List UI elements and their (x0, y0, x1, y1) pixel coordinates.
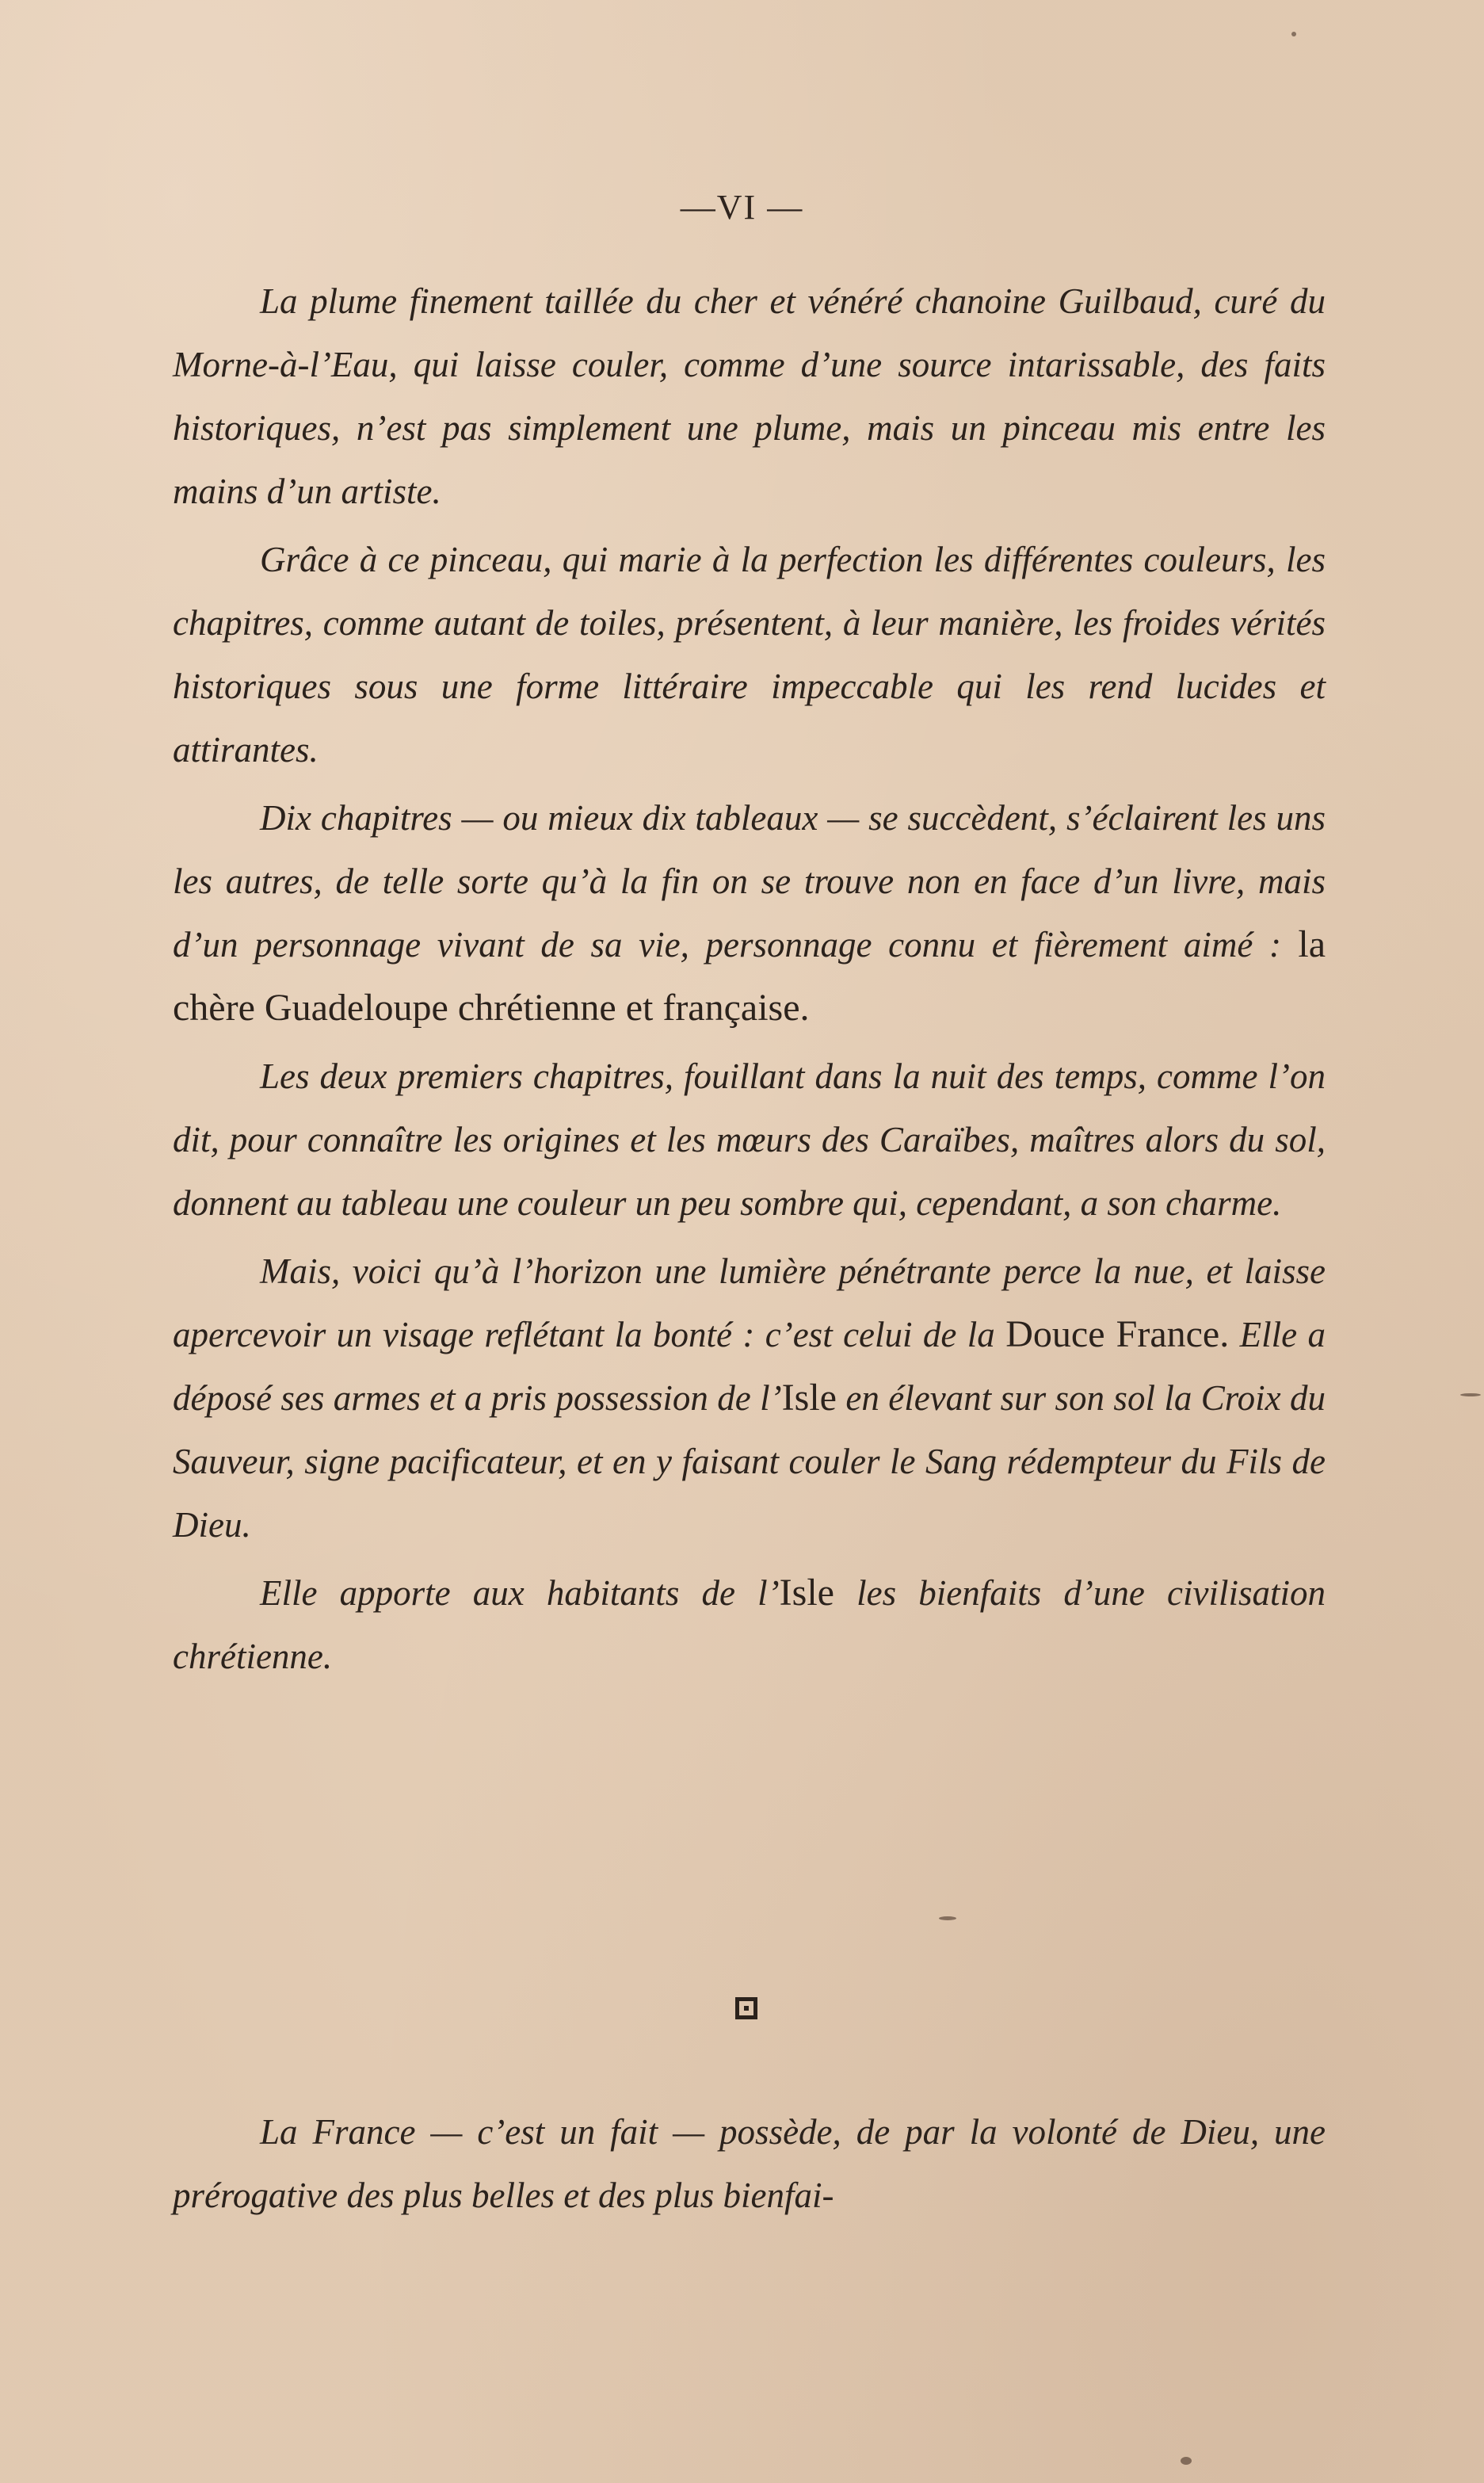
paragraph-5 (173, 1240, 1326, 1557)
paper-speck (1181, 2457, 1192, 2465)
paragraph-2 (173, 528, 1326, 781)
section-ornament-icon (735, 1997, 757, 2019)
paper-speck (939, 1916, 956, 1920)
paragraph-6 (173, 1561, 1326, 1688)
paragraph-3-roman-text: la chère Guadeloupe chrétienne et française. (173, 923, 1326, 1029)
paragraph-5-text-a: Mais, voici qu’à l’horizon une lumière pénétrante perce la nue, et laisse apercevoir un visage reflétant la bonté : c’est celui de la (173, 1251, 1326, 1354)
paragraph-4-text: Les deux premiers chapitres, fouillant dans la nuit des temps, comme l’on dit, pour connaître les origines et les mœurs des Caraïbes, maîtres alors du sol, donnent au tableau une couleur un peu sombre qui, cependant, a son charme. (173, 1056, 1326, 1223)
page-number: —VI — (680, 188, 804, 227)
closing-text (173, 2100, 1326, 2227)
closing-paragraph: La France — c’est un fait — possède, de par la volonté de Dieu, une prérogative des plus belles et des plus bienfai- (173, 2112, 1326, 2215)
paragraph-2-text: Grâce à ce pinceau, qui marie à la perfection les différentes couleurs, les chapitres, comme autant de toiles, présentent, à leur manière, les froides vérités historiques sous une forme littéraire impeccable qui les rend lucides et attirantes. (173, 540, 1326, 770)
body-text (173, 269, 1326, 1693)
paragraph-6-text-a: Elle apporte aux habitants de l’ (260, 1573, 780, 1613)
paragraph-3 (173, 786, 1326, 1040)
paragraph-5-text-e: en élevant sur son sol la Croix du Sauveur, signe pacificateur, et en y faisant couler le Sang rédempteur du Fils de Dieu. (173, 1378, 1326, 1545)
paper-speck (1460, 1393, 1481, 1396)
paragraph-5-roman-douce-france: Douce France. (1005, 1313, 1230, 1355)
paper-speck (1291, 32, 1296, 36)
paragraph-6-roman-isle: Isle (779, 1572, 834, 1614)
paragraph-3-text: Dix chapitres — ou mieux dix tableaux — se succèdent, s’éclairent les uns les autres, de telle sorte qu’à la fin on se trouve non en face d’un livre, mais d’un personnage vivant de sa vie, personnage connu et fièrement aimé : (173, 798, 1326, 965)
paragraph-5-text-c: Elle a déposé ses armes et a pris possession de l’ (173, 1315, 1326, 1418)
paragraph-5-roman-isle: Isle (781, 1377, 837, 1419)
paragraph-6-text-c: les bienfaits d’une civilisation chrétienne. (173, 1573, 1326, 1676)
paragraph-1 (173, 269, 1326, 523)
paragraph-4 (173, 1045, 1326, 1235)
paragraph-1-text: La plume finement taillée du cher et vénéré chanoine Guilbaud, curé du Morne-à-l’Eau, qui laisse couler, comme d’une source intarissable, des faits historiques, n’est pas simplement une plume, mais un pinceau mis entre les mains d’un artiste. (173, 281, 1326, 511)
